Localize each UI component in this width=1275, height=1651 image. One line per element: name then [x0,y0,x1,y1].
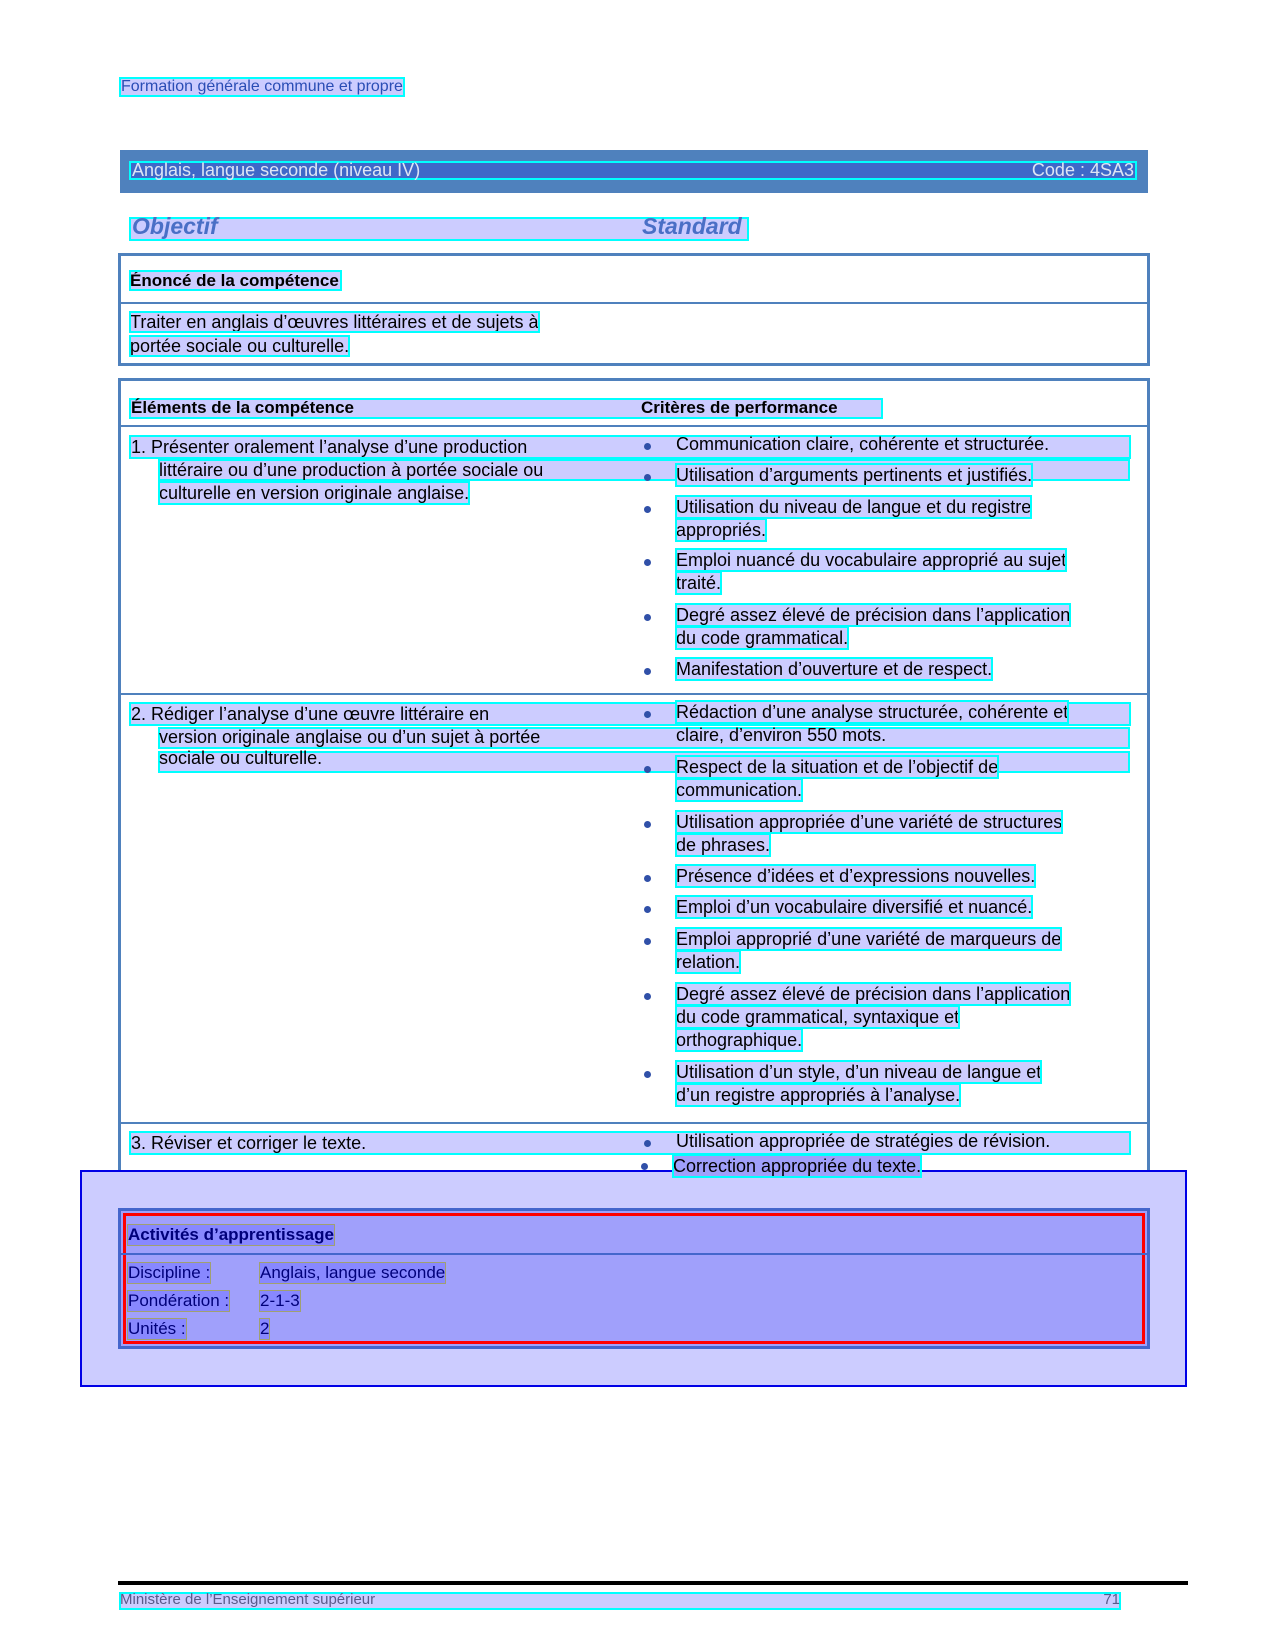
element-2-line-2: version originale anglaise ou d’un sujet à portée [159,727,541,747]
criterion-2-8a: Utilisation d’un style, d’un niveau de langue et [676,1062,1042,1082]
course-code: Code : 4SA3 [1031,160,1134,180]
bullet-icon [644,993,651,1000]
objectif-standard-row [130,213,748,240]
bullet-icon [644,443,651,450]
unites-label: Unités : [128,1319,186,1338]
enonce-heading: Énoncé de la compétence [130,271,339,290]
bullet-icon [644,875,651,882]
bullet-icon [644,938,651,945]
criterion-2-3b: de phrases. [676,835,771,855]
bullet-icon [644,474,651,481]
element-3-line-1: 3. Réviser et corriger le texte. [131,1133,367,1153]
criterion-2-3a: Utilisation appropriée d’une variété de structures [676,812,1063,832]
criterion-1-4b: traité. [676,573,722,593]
bullet-icon [644,766,651,773]
criterion-2-1a: Rédaction d’une analyse structurée, cohérente et [676,702,1069,722]
criterion-1-5b: du code grammatical. [676,628,849,648]
criteria-heading: Critères de performance [641,398,838,417]
footer-publisher: Ministère de l’Enseignement supérieur [120,1591,376,1608]
discipline-label: Discipline : [128,1263,211,1282]
criterion-2-1b: claire, d’environ 550 mots. [676,725,887,745]
criterion-2-6b: relation. [676,952,741,972]
course-title: Anglais, langue seconde (niveau IV) [132,160,421,180]
bullet-icon [641,1163,648,1170]
element-2-line-1: 2. Rédiger l’analyse d’une œuvre littéraire en [131,704,490,724]
criterion-2-8b: d’un registre appropriés à l’analyse. [676,1085,961,1105]
bullet-icon [644,821,651,828]
bullet-icon [644,906,651,913]
criterion-1-3b: appropriés. [676,520,767,540]
enonce-line-1: Traiter en anglais d’œuvres littéraires et de sujets à [130,312,539,332]
enonce-box [118,253,1150,366]
standard-label: Standard [642,213,742,239]
running-head: Formation générale commune et propre [121,78,403,95]
activites-heading: Activités d’apprentissage [128,1225,334,1244]
footer-rule [118,1581,1188,1585]
objectif-label: Objectif [132,213,218,239]
criterion-1-2: Utilisation d’arguments pertinents et justifiés. [676,465,1033,485]
row-divider [121,1122,1147,1124]
elements-heading: Éléments de la compétence [131,398,354,417]
element-1-line-1: 1. Présenter oralement l’analyse d’une production [131,437,528,457]
criterion-2-5: Emploi d’un vocabulaire diversifié et nuancé. [676,897,1033,917]
criterion-2-7c: orthographique. [676,1030,803,1050]
criterion-2-2b: communication. [676,780,803,800]
table-header [121,381,1147,427]
criterion-3-2: Correction appropriée du texte. [673,1156,922,1176]
criterion-2-4: Présence d’idées et d’expressions nouvelles. [676,866,1036,886]
bullet-icon [644,614,651,621]
enonce-line-2: portée sociale ou culturelle. [130,336,350,356]
criterion-2-2a: Respect de la situation et de l’objectif de [676,757,999,777]
discipline-value: Anglais, langue seconde [260,1263,446,1282]
element-1-line-2: littéraire ou d’une production à portée sociale ou [159,460,544,480]
element-1-line-3: culturelle en version originale anglaise. [159,483,470,503]
page-footer [120,1593,1120,1609]
bullet-icon [644,506,651,513]
activites-divider [121,1253,1147,1255]
unites-value: 2 [260,1319,270,1338]
criterion-2-7b: du code grammatical, syntaxique et [676,1007,960,1027]
bullet-icon [644,1140,651,1147]
criterion-1-1: Communication claire, cohérente et structurée. [676,434,1050,454]
bullet-icon [644,711,651,718]
criterion-1-3a: Utilisation du niveau de langue et du registre [676,497,1032,517]
criterion-1-5a: Degré assez élevé de précision dans l’application [676,605,1071,625]
bullet-icon [644,1071,651,1078]
row-divider [121,693,1147,695]
enonce-header [121,256,1147,304]
criterion-1-6: Manifestation d’ouverture et de respect. [676,659,993,679]
element-2-line-3: sociale ou culturelle. [159,748,323,768]
criterion-2-6a: Emploi approprié d’une variété de marqueurs de [676,929,1062,949]
ponderation-label: Pondération : [128,1291,230,1310]
elements-criteria-table [118,378,1150,1193]
page-number: 71 [1103,1591,1120,1608]
criterion-1-4a: Emploi nuancé du vocabulaire approprié au sujet [676,550,1067,570]
bullet-icon [644,668,651,675]
criterion-3-1: Utilisation appropriée de stratégies de révision. [676,1131,1051,1151]
bullet-icon [644,559,651,566]
activites-box [118,1208,1150,1349]
course-title-bar [120,150,1148,193]
ponderation-value: 2-1-3 [260,1291,300,1310]
course-title-highlight [130,162,1136,179]
criterion-2-7a: Degré assez élevé de précision dans l’application [676,984,1071,1004]
